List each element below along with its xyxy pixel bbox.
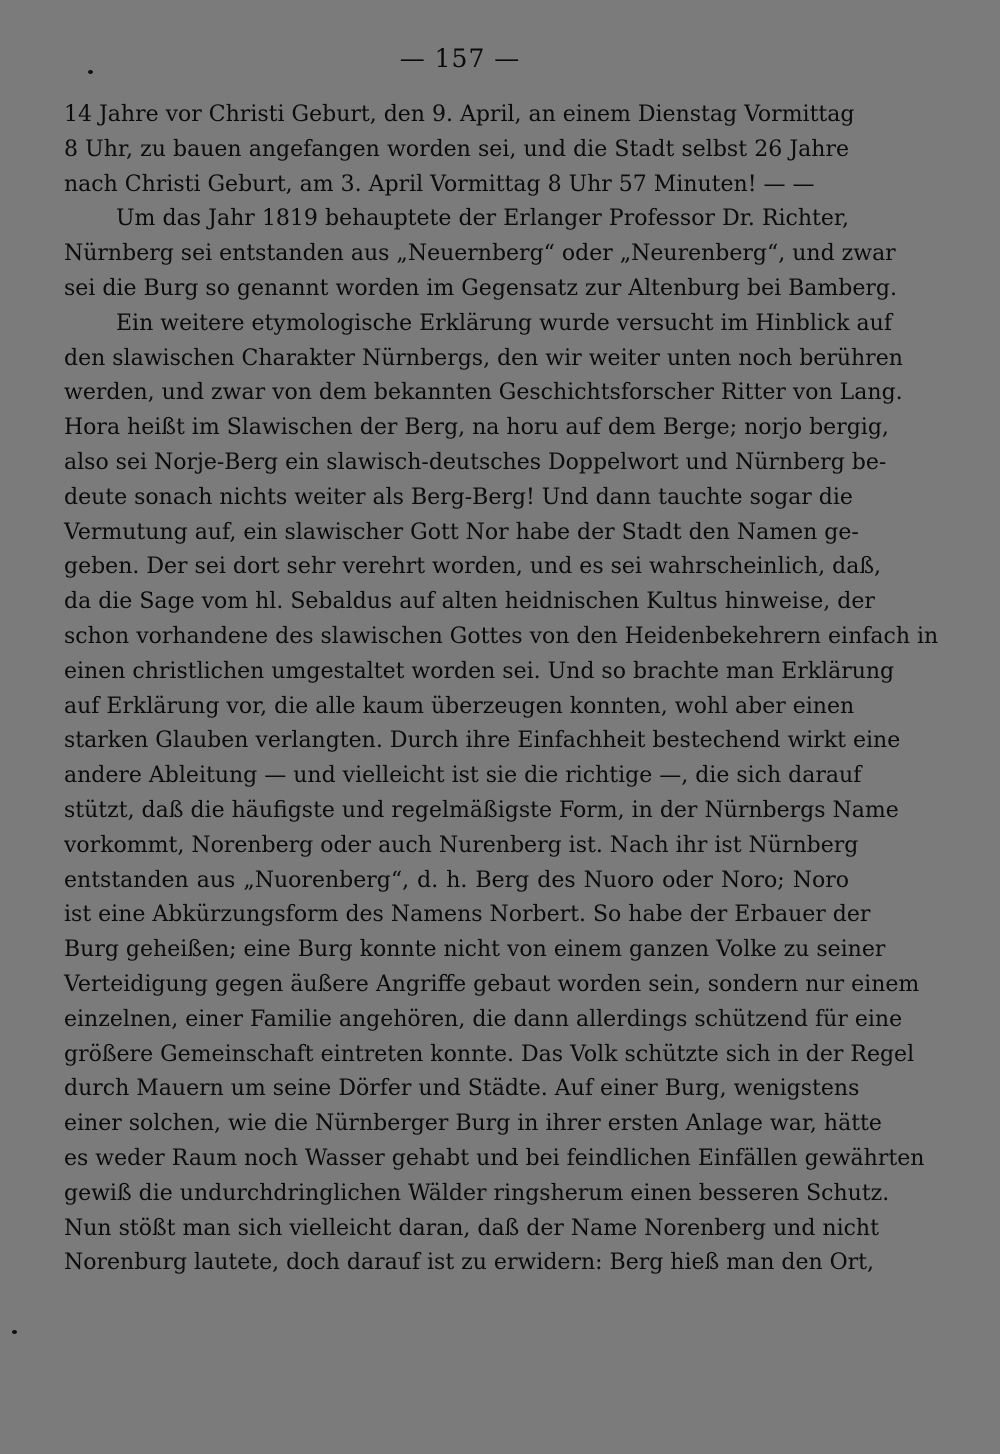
text-line: stützt, daß die häufigste und regelmäßigste Form, in der Nürnbergs Name xyxy=(64,797,899,823)
text-line: durch Mauern um seine Dörfer und Städte. Auf einer Burg, wenigstens xyxy=(64,1076,860,1102)
text-line: Hora heißt im Slawischen der Berg, na horu auf dem Berge; norjo bergig, xyxy=(64,415,889,441)
text-line: Nun stößt man sich vielleicht daran, daß der Name Norenberg und nicht xyxy=(64,1215,879,1241)
text-line: den slawischen Charakter Nürnbergs, den wir weiter unten noch berühren xyxy=(64,345,903,371)
text-line: Nürnberg sei entstanden aus „Neuernberg“ oder „Neurenberg“, und zwar xyxy=(64,241,896,267)
text-line: einen christlichen umgestaltet worden sei. Und so brachte man Erklärung xyxy=(64,658,895,684)
text-line: 8 Uhr, zu bauen angefangen worden sei, und die Stadt selbst 26 Jahre xyxy=(64,136,849,162)
text-line: auf Erklärung vor, die alle kaum überzeugen konnten, wohl aber einen xyxy=(64,693,855,719)
text-line: einer solchen, wie die Nürnberger Burg in ihrer ersten Anlage war, hätte xyxy=(64,1111,882,1137)
text-line: vorkommt, Norenberg oder auch Nurenberg ist. Nach ihr ist Nürnberg xyxy=(64,832,859,858)
text-line: schon vorhandene des slawischen Gottes von den Heidenbekehrern einfach in xyxy=(64,623,939,649)
text-line: da die Sage vom hl. Sebaldus auf alten heidnischen Kultus hinweise, der xyxy=(64,589,875,615)
text-line: 14 Jahre vor Christi Geburt, den 9. April, an einem Dienstag Vormittag xyxy=(64,102,855,127)
text-line: also sei Norje-Berg ein slawisch-deutsches Doppelwort und Nürnberg be- xyxy=(64,449,887,475)
text-line: deute sonach nichts weiter als Berg-Berg! Und dann tauchte sogar die xyxy=(64,484,853,510)
text-line: entstanden aus „Nuorenberg“, d. h. Berg des Nuoro oder Noro; Noro xyxy=(64,867,849,893)
text-line: andere Ableitung — und vielleicht ist sie die richtige —, die sich darauf xyxy=(64,763,862,789)
text-line: geben. Der sei dort sehr verehrt worden, und es sei wahrscheinlich, daß, xyxy=(64,554,882,580)
text-line: nach Christi Geburt, am 3. April Vormittag 8 Uhr 57 Minuten! — — xyxy=(64,171,815,197)
print-speck xyxy=(88,70,93,74)
print-speck xyxy=(12,1330,17,1334)
text-line: Norenburg lautete, doch darauf ist zu erwidern: Berg hieß man den Ort, xyxy=(64,1250,875,1276)
text-line: es weder Raum noch Wasser gehabt und bei feindlichen Einfällen gewährten xyxy=(64,1145,925,1171)
text-line: sei die Burg so genannt worden im Gegensatz zur Altenburg bei Bamberg. xyxy=(64,275,897,301)
text-line: starken Glauben verlangten. Durch ihre Einfachheit bestechend wirkt eine xyxy=(64,728,901,754)
text-line: größere Gemeinschaft eintreten konnte. Das Volk schützte sich in der Regel xyxy=(64,1041,915,1067)
body-text xyxy=(64,98,939,1281)
text-line: Burg geheißen; eine Burg konnte nicht von einem ganzen Volke zu seiner xyxy=(64,937,886,963)
text-line: werden, und zwar von dem bekannten Geschichtsforscher Ritter von Lang. xyxy=(64,380,903,406)
text-line: einzelnen, einer Familie angehören, die dann allerdings schützend für eine xyxy=(64,1006,903,1032)
text-line: Um das Jahr 1819 behauptete der Erlanger Professor Dr. Richter, xyxy=(116,206,849,232)
page-number: — 157 — xyxy=(399,44,521,73)
text-line: Vermutung auf, ein slawischer Gott Nor habe der Stadt den Namen ge- xyxy=(64,519,859,545)
text-line: gewiß die undurchdringlichen Wälder ringsherum einen besseren Schutz. xyxy=(64,1180,890,1206)
text-line: Ein weitere etymologische Erklärung wurde versucht im Hinblick auf xyxy=(116,310,892,336)
text-line: Verteidigung gegen äußere Angriffe gebaut worden sein, sondern nur einem xyxy=(64,971,920,997)
text-line: ist eine Abkürzungsform des Namens Norbert. So habe der Erbauer der xyxy=(64,902,871,928)
